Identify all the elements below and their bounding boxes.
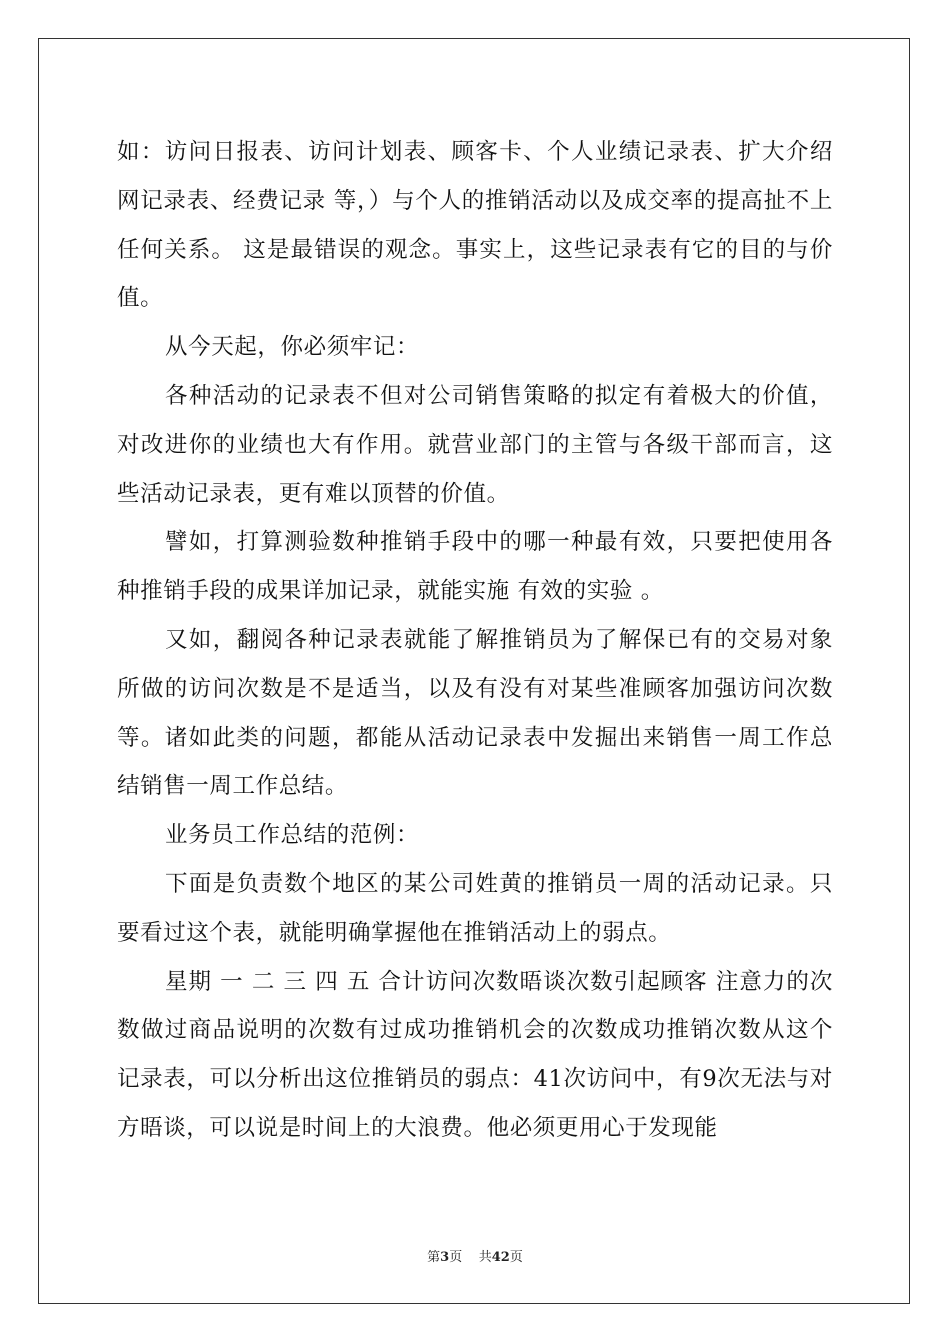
footer-total-pages: 42 bbox=[491, 1250, 510, 1265]
page-footer bbox=[0, 1246, 950, 1265]
paragraph-5: 又如，翻阅各种记录表就能了解推销员为了解保已有的交易对象所做的访问次数是不是适当，以及有没有对某些准顾客加强访问次数等。诸如此类的问题，都能从活动记录表中发掘出来销售一周工作总结销售一周工作总结。 bbox=[117, 626, 833, 800]
footer-prefix: 第 bbox=[427, 1250, 441, 1265]
document-body bbox=[117, 128, 833, 1153]
footer-total-suffix: 页 bbox=[509, 1250, 523, 1265]
paragraph-7: 下面是负责数个地区的某公司姓黄的推销员一周的活动记录。只要看过这个表，就能明确掌握他在推销活动上的弱点。 bbox=[117, 870, 833, 946]
footer-page-suffix: 页 bbox=[449, 1250, 463, 1265]
footer-total-prefix: 共 bbox=[478, 1250, 492, 1265]
paragraph-1: 如：访问日报表、访问计划表、顾客卡、个人业绩记录表、扩大介绍网记录表、经费记录 等，）与个人的推销活动以及成交率的提高扯不上任何关系。 这是最错误的观念。事实上，这些记录表有它的目的与价值。 bbox=[117, 139, 833, 312]
footer-page-number: 3 bbox=[440, 1250, 450, 1265]
paragraph-2: 从今天起，你必须牢记： bbox=[165, 334, 420, 361]
paragraph-6: 业务员工作总结的范例： bbox=[165, 822, 420, 849]
paragraph-3: 各种活动的记录表不但对公司销售策略的拟定有着极大的价值，对改进你的业绩也大有作用。就营业部门的主管与各级干部而言，这些活动记录表，更有难以顶替的价值。 bbox=[117, 382, 833, 507]
paragraph-4: 譬如，打算测验数种推销手段中的哪一种最有效，只要把使用各种推销手段的成果详加记录，就能实施 有效的实验 。 bbox=[117, 529, 833, 605]
paragraph-8: 星期 一 二 三 四 五 合计访问次数晤谈次数引起顾客 注意力的次数做过商品说明的次数有过成功推销机会的次数成功推销次数从这个记录表，可以分析出这位推销员的弱点：41次访问中，有9次无法与对方晤谈，可以说是时间上的大浪费。他必须更用心于发现能 bbox=[117, 968, 833, 1141]
